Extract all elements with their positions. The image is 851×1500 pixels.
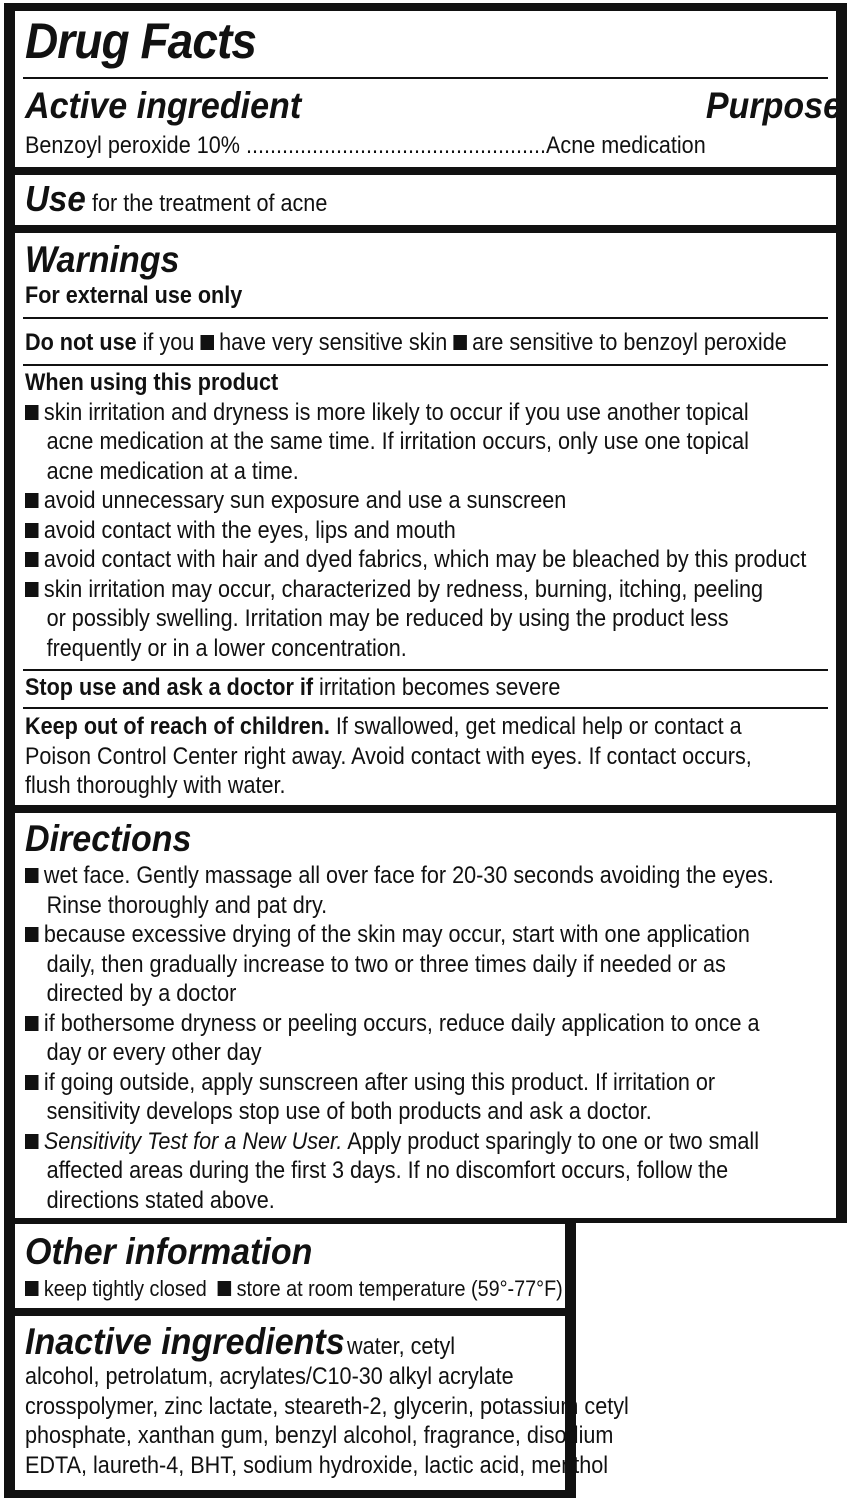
- purpose-heading: Purpose: [705, 85, 842, 126]
- inactive-ingredients-list: [25, 1362, 696, 1480]
- page-title: Drug Facts: [25, 13, 257, 69]
- stop-use-text: irritation becomes severe: [319, 674, 561, 701]
- when-using-label: When using this product: [25, 369, 279, 396]
- title-divider: [23, 77, 828, 79]
- do-not-use-label: Do not use: [25, 329, 137, 356]
- inactive-line-1: water, cetyl: [346, 1333, 455, 1360]
- other-information-heading: Other information: [25, 1231, 313, 1272]
- inactive-line: EDTA, laureth-4, BHT, sodium hydroxide, lactic acid, menthol: [25, 1451, 609, 1479]
- ingredient-purpose: Acne medication: [546, 132, 706, 159]
- list-item: avoid contact with the eyes, lips and mouth: [25, 516, 806, 546]
- bullet-square: [25, 493, 39, 508]
- do-not-use-item-1: have very sensitive skin: [219, 329, 448, 356]
- list-item-continued: acne medication at the same time. If irritation occurs, only use one topical: [46, 428, 749, 455]
- bullet-square: [25, 1281, 39, 1296]
- external-use-text: For external use only: [25, 282, 243, 309]
- use-heading: Use: [25, 178, 86, 219]
- bullet-square: [25, 1134, 39, 1149]
- list-item-continued: directions stated above.: [46, 1186, 275, 1214]
- inactive-ingredients-box: [15, 1316, 629, 1490]
- directions-box: [15, 813, 836, 1218]
- list-item-continued: sensitivity develops stop use of both products and ask a doctor.: [46, 1098, 652, 1125]
- stop-use-label: Stop use and ask a doctor if: [25, 674, 314, 701]
- lower-frame: [4, 1218, 629, 1498]
- list-item: if going outside, apply sunscreen after using this product. If irritation or: [25, 1068, 774, 1098]
- list-item: avoid unnecessary sun exposure and use a sunscreen: [25, 486, 806, 516]
- warnings-divider-2: [23, 364, 828, 366]
- warnings-divider-3: [23, 669, 828, 671]
- active-ingredient-row: [25, 131, 706, 161]
- directions-list: [25, 861, 851, 1215]
- bullet-square: [453, 335, 467, 350]
- bullet-square: [25, 405, 39, 420]
- list-item-continued: daily, then gradually increase to two or three times daily if needed or as: [46, 950, 726, 978]
- ingredient-name: Benzoyl peroxide 10%: [25, 132, 240, 159]
- bullet-square: [25, 1075, 39, 1090]
- list-item-continued: day or every other day: [46, 1039, 262, 1066]
- bullet-square: [218, 1281, 232, 1296]
- bullet-square: [25, 582, 39, 597]
- do-not-use-if: if you: [142, 329, 195, 356]
- leader-dots: ..................................................: [245, 132, 547, 159]
- bullet-square: [25, 523, 39, 538]
- list-item: avoid contact with hair and dyed fabrics, which may be bleached by this product: [25, 545, 806, 575]
- list-item: Sensitivity Test for a New User. Apply product sparingly to one or two small: [25, 1127, 774, 1157]
- other-information-box: [15, 1224, 565, 1308]
- drug-facts-frame: [4, 3, 847, 1223]
- list-item: wet face. Gently massage all over face for 20-30 seconds avoiding the eyes.: [25, 861, 774, 891]
- other-item-2: store at room temperature (59°-77°F): [236, 1276, 563, 1301]
- use-row: [25, 179, 353, 219]
- inactive-line: crosspolymer, zinc lactate, steareth-2, glycerin, potassium cetyl: [25, 1392, 629, 1420]
- inactive-heading-row: [25, 1322, 467, 1362]
- keep-out-section: Keep out of reach of children. If swallowed, get medical help or contact a Poison Control Center right away. Avoid contact with eyes. If contact occurs, flush thoroughly with water.: [25, 713, 752, 799]
- keep-out-label: Keep out of reach of children.: [25, 713, 330, 740]
- bullet-square: [25, 552, 39, 567]
- list-item-continued: Rinse thoroughly and pat dry.: [46, 891, 328, 919]
- bullet-square: [200, 335, 214, 350]
- do-not-use-item-2: are sensitive to benzoyl peroxide: [472, 329, 787, 356]
- inactive-line: alcohol, petrolatum, acrylates/C10-30 alkyl acrylate: [25, 1363, 514, 1390]
- warnings-box: [15, 233, 836, 805]
- inactive-line: phosphate, xanthan gum, benzyl alcohol, fragrance, disodium: [25, 1422, 614, 1449]
- inactive-ingredients-heading: Inactive ingredients: [25, 1321, 345, 1362]
- sensitivity-test-label: Sensitivity Test for a New User.: [43, 1127, 343, 1155]
- stop-use-row: [25, 673, 560, 703]
- use-text: for the treatment of acne: [91, 190, 327, 217]
- other-information-row: [25, 1274, 563, 1304]
- active-ingredient-heading: Active ingredient: [25, 85, 302, 126]
- when-using-section: [25, 368, 851, 663]
- directions-heading: Directions: [25, 818, 192, 859]
- warnings-divider-4: [23, 707, 828, 709]
- list-item: if bothersome dryness or peeling occurs, reduce daily application to once a: [25, 1009, 774, 1039]
- list-item: because excessive drying of the skin may occur, start with one application: [25, 920, 774, 950]
- bullet-square: [25, 927, 39, 942]
- list-item-continued: frequently or in a lower concentration.: [46, 634, 407, 662]
- list-item-continued: or possibly swelling. Irritation may be reduced by using the product less: [46, 605, 729, 632]
- list-item: skin irritation may occur, characterized by redness, burning, itching, peeling: [25, 575, 806, 605]
- list-item: skin irritation and dryness is more likely to occur if you use another topical: [25, 398, 806, 428]
- use-box: [15, 175, 836, 225]
- bullet-square: [25, 868, 39, 883]
- warnings-divider-1: [23, 317, 828, 319]
- list-item-continued: acne medication at a time.: [46, 457, 299, 485]
- bullet-square: [25, 1016, 39, 1031]
- active-ingredient-box: [15, 11, 842, 167]
- other-item-1: keep tightly closed: [43, 1276, 207, 1301]
- do-not-use-row: [25, 328, 787, 358]
- list-item-continued: directed by a doctor: [46, 980, 237, 1007]
- warnings-heading: Warnings: [25, 239, 180, 280]
- list-item-continued: affected areas during the first 3 days. If no discomfort occurs, follow the: [46, 1157, 729, 1184]
